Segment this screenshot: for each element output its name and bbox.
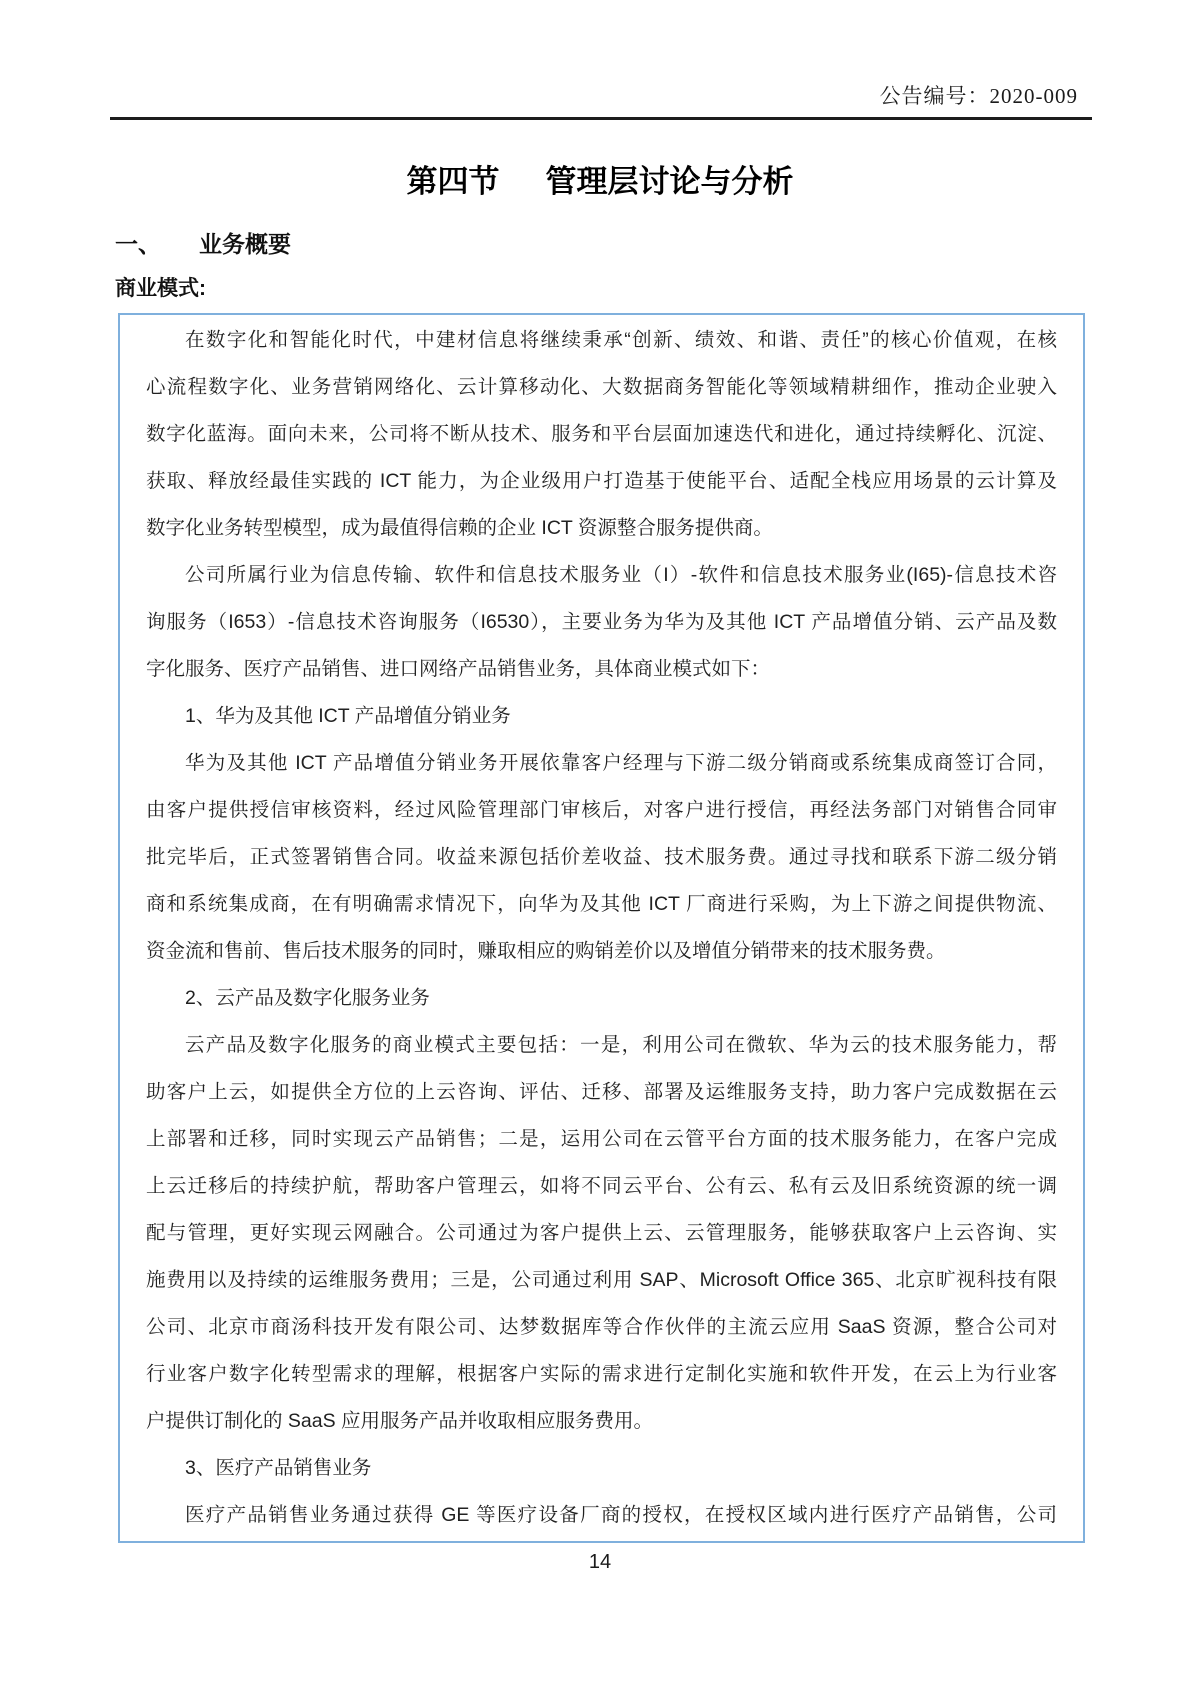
announcement-number: 公告编号：2020-009 (879, 84, 1078, 108)
text-line: 公司、北京市商汤科技开发有限公司、达梦数据库等合作伙伴的主流云应用 SaaS 资源，整合公司对 (146, 1316, 1057, 1338)
text-line: 心流程数字化、业务营销网络化、云计算移动化、大数据商务智能化等领域精耕细作，推动企业驶入 (146, 376, 1057, 398)
text-line: 资金流和售前、售后技术服务的同时，赚取相应的购销差价以及增值分销带来的技术服务费。 (146, 940, 946, 962)
text-line: 助客户上云，如提供全方位的上云咨询、评估、迁移、部署及运维服务支持，助力客户完成数据在云 (146, 1081, 1057, 1103)
text-line: 1、华为及其他 ICT 产品增值分销业务 (185, 705, 511, 727)
text-line: 3、医疗产品销售业务 (185, 1457, 372, 1479)
page-title (0, 156, 1200, 201)
text-line: 字化服务、医疗产品销售、进口网络产品销售业务，具体商业模式如下： (146, 658, 771, 680)
text-line: 施费用以及持续的运维服务费用；三是，公司通过利用 SAP、Microsoft Office 365、北京旷视科技有限 (146, 1269, 1057, 1291)
text-line: 商和系统集成商，在有明确需求情况下，向华为及其他 ICT 厂商进行采购，为上下游之间提供物流、 (146, 893, 1057, 915)
business-model-label: 商业模式: (115, 277, 206, 300)
section-title: 管理层讨论与分析 (545, 164, 794, 199)
text-line: 2、云产品及数字化服务业务 (185, 987, 430, 1009)
text-line: 户提供订制化的 SaaS 应用服务产品并收取相应服务费用。 (146, 1410, 654, 1432)
text-line: 公司所属行业为信息传输、软件和信息技术服务业（I）-软件和信息技术服务业(I65)-信息技术咨 (185, 564, 1057, 586)
text-line: 配与管理，更好实现云网融合。公司通过为客户提供上云、云管理服务，能够获取客户上云咨询、实 (146, 1222, 1057, 1244)
text-line: 行业客户数字化转型需求的理解，根据客户实际的需求进行定制化实施和软件开发，在云上为行业客 (146, 1363, 1057, 1385)
section-label: 第四节 (406, 164, 500, 199)
text-line: 云产品及数字化服务的商业模式主要包括：一是，利用公司在微软、华为云的技术服务能力，帮 (185, 1034, 1057, 1056)
text-line: 数字化业务转型模型，成为最值得信赖的企业 ICT 资源整合服务提供商。 (146, 517, 773, 539)
text-line: 批完毕后，正式签署销售合同。收益来源包括价差收益、技术服务费。通过寻找和联系下游二级分销 (146, 846, 1057, 868)
text-line: 华为及其他 ICT 产品增值分销业务开展依靠客户经理与下游二级分销商或系统集成商签订合同， (185, 752, 1057, 774)
page-number: 14 (588, 1551, 612, 1573)
heading-number: 一、 (115, 231, 161, 257)
text-line: 获取、释放经最佳实践的 ICT 能力，为企业级用户打造基于使能平台、适配全栈应用场景的云计算及 (146, 470, 1057, 492)
text-line: 数字化蓝海。面向未来，公司将不断从技术、服务和平台层面加速迭代和进化，通过持续孵化、沉淀、 (146, 423, 1057, 445)
heading-text: 业务概要 (199, 231, 291, 257)
text-line: 在数字化和智能化时代，中建材信息将继续秉承“创新、绩效、和谐、责任”的核心价值观，在核 (185, 329, 1057, 351)
heading-business-overview (115, 226, 291, 259)
text-line: 询服务（I653）-信息技术咨询服务（I6530），主要业务为华为及其他 ICT 产品增值分销、云产品及数 (146, 611, 1057, 633)
business-model-box (118, 313, 1085, 1543)
text-line: 由客户提供授信审核资料，经过风险管理部门审核后，对客户进行授信，再经法务部门对销售合同审 (146, 799, 1057, 821)
text-line: 上云迁移后的持续护航，帮助客户管理云，如将不同云平台、公有云、私有云及旧系统资源的统一调 (146, 1175, 1057, 1197)
header-rule (110, 117, 1092, 120)
text-line: 医疗产品销售业务通过获得 GE 等医疗设备厂商的授权，在授权区域内进行医疗产品销售，公司 (185, 1504, 1057, 1526)
text-line: 上部署和迁移，同时实现云产品销售；二是，运用公司在云管平台方面的技术服务能力，在客户完成 (146, 1128, 1057, 1150)
